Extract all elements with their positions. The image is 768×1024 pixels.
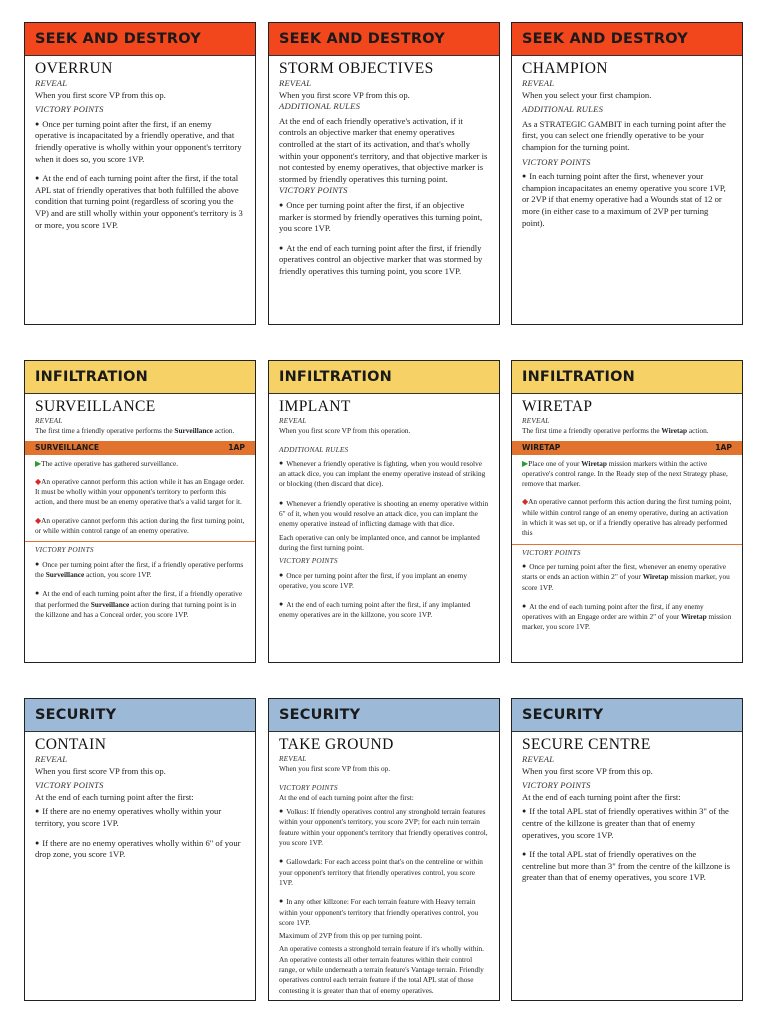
card-storm-objectives	[268, 22, 500, 325]
vp-condition-1: ● In each turning point after the first, whenever your champion incapacitates an enemy operative you score 1VP, or 2VP if that enemy operative had a Wounds stat of 12 or more (in either case to a maximum of 2VP per turning point).	[522, 171, 732, 229]
action-name: SURVEILLANCE	[35, 443, 100, 453]
card-category: SEEK AND DESTROY	[269, 23, 499, 56]
reveal-text: When you first score VP from this op.	[279, 89, 410, 100]
reveal-label: REVEAL	[35, 78, 68, 88]
card-title: SECURE CENTRE	[522, 736, 651, 753]
reveal-text: When you select your first champion.	[522, 89, 652, 100]
vp-label: VICTORY POINTS	[522, 156, 591, 167]
rule-1: ● Whenever a friendly operative is fighting, when you would resolve an attack dice, you can implant the enemy operative instead of striking or blocking (then discard that dice).	[279, 458, 489, 490]
vp-condition-1: ● If there are no enemy operatives wholly within your territory, you score 1VP.	[35, 806, 245, 829]
card-wiretap	[511, 360, 743, 663]
vp-condition-1: ● Once per turning point after the first, if a friendly operative performs the Surveillance action, you score 1VP.	[35, 559, 245, 581]
action-condition-1: ◆An operative cannot perform this action during the first turning point, while within control range of an enemy operative, during an activation in which it was set up, or if a friendly operative has already performed this	[522, 497, 732, 538]
vp-condition-2: ● If the total APL stat of friendly operatives on the centreline but more than 3" from the centre of the killzone is greater than that of enemy operatives, you score 1VP.	[522, 849, 732, 884]
reveal-label: REVEAL	[522, 754, 555, 764]
action-bar	[512, 441, 742, 455]
vp-condition-1: ● If the total APL stat of friendly operatives within 3" of the centre of the killzone is greater than that of enemy operatives, you score 1VP.	[522, 806, 732, 841]
reveal-text: When you first score VP from this op.	[279, 764, 391, 774]
card-category: SECURITY	[269, 699, 499, 732]
card-champion	[511, 22, 743, 325]
action-name: WIRETAP	[522, 443, 561, 453]
card-surveillance	[24, 360, 256, 663]
card-title: TAKE GROUND	[279, 736, 394, 753]
action-condition-2: ◆An operative cannot perform this action during the first turning point, or while within control range of an enemy operative.	[35, 515, 245, 536]
vp-label: VICTORY POINTS	[279, 782, 338, 792]
reveal-text: The first time a friendly operative performs the Surveillance action.	[35, 426, 235, 436]
vp-condition-1: ● Once per turning point after the first, if you implant an enemy operative, you score 1VP.	[279, 570, 489, 592]
card-take-ground	[268, 698, 500, 1001]
action-cost: 1AP	[715, 443, 732, 453]
vp-intro: At the end of each turning point after the first:	[522, 791, 681, 802]
reveal-text: When you first score VP from this op.	[522, 765, 653, 776]
vp-condition-1: ● Once per turning point after the first, if an enemy operative is incapacitated by a friendly operative, and that friendly operative is wholly within your opponent's territory when it does so, you score 1VP.	[35, 119, 245, 165]
rule-2: ● Whenever a friendly operative is shooting an enemy operative within 6" of it, when you would resolve an attack dice, you can implant the enemy operative instead of inflicting damage with that dice.	[279, 498, 489, 530]
vp-condition-2: ● At the end of each turning point after the first, if friendly operatives control an objective marker that was stormed by friendly operatives this turning point, you score 1VP.	[279, 243, 489, 278]
vp-label: VICTORY POINTS	[279, 556, 338, 566]
reveal-label: REVEAL	[35, 416, 63, 425]
vp-condition-2: ● Gallowdark: For each access point that's on the centreline or within your opponent's territory that friendly operatives control, you score 1VP.	[279, 856, 489, 888]
condition-diamond-icon: ◆	[35, 515, 42, 525]
vp-label: VICTORY POINTS	[35, 780, 104, 791]
card-category: SEEK AND DESTROY	[25, 23, 255, 56]
reveal-label: REVEAL	[522, 416, 550, 425]
card-category: INFILTRATION	[25, 361, 255, 394]
vp-label: VICTORY POINTS	[35, 545, 94, 555]
rule-3: Each operative can only be implanted once, and cannot be implanted during the first turning point.	[279, 532, 480, 552]
card-category: SECURITY	[512, 699, 742, 732]
vp-condition-1: ● Volkus: If friendly operatives control any stronghold terrain features within your opponent's territory, you score 2VP; for each ruin terrain feature within your opponent's territory that friendly operatives control, you score 1VP.	[279, 806, 489, 848]
action-bar	[25, 441, 255, 455]
divider	[25, 541, 255, 542]
card-title: IMPLANT	[279, 398, 351, 415]
vp-condition-1: ● Once per turning point after the first, if an objective marker is stormed by friendly operatives this turning point, you score 1VP.	[279, 200, 489, 235]
card-category: SEEK AND DESTROY	[512, 23, 742, 56]
vp-condition-2: ● If there are no enemy operatives wholly within 6" of your drop zone, you score 1VP.	[35, 838, 245, 861]
reveal-text: When you first score VP from this op.	[35, 765, 166, 776]
card-contain	[24, 698, 256, 1001]
card-title: CHAMPION	[522, 60, 608, 77]
rules-text: At the end of each friendly operative's activation, if it controls an objective marker that enemy operatives controlled at the start of its activation, and that's wholly within your opponent's territory, and that objective marker is not contested by enemy operatives, that objective marker is stormed by friendly operatives this turning point.	[279, 115, 488, 184]
condition-diamond-icon: ◆	[522, 497, 529, 507]
card-overrun	[24, 22, 256, 325]
vp-label: VICTORY POINTS	[522, 780, 591, 791]
reveal-text: The first time a friendly operative performs the Wiretap action.	[522, 426, 709, 436]
contest-note: An operative contests a stronghold terrain feature if it's wholly within. An operative contests all other terrain features within their control range, or while underneath a terrain feature's Vantage terrain. Friendly operatives control each terrain feature if the total APL stat of those contesting it is greater than that of enemy operatives.	[279, 944, 484, 995]
card-title: SURVEILLANCE	[35, 398, 156, 415]
reveal-label: REVEAL	[279, 416, 307, 425]
card-secure-centre	[511, 698, 743, 1001]
vp-condition-1: ● Once per turning point after the first, whenever an enemy operative starts or ends an action within 2" of your Wiretap mission marker, you score 1VP.	[522, 561, 732, 593]
vp-condition-2: ● At the end of each turning point after the first, if the total APL stat of friendly operatives that both fulfilled the above condition that turning point (regardless of scoring you the VP) and are still wholly within your opponent's territory is 3 or more, you score 1VP.	[35, 173, 245, 231]
vp-label: VICTORY POINTS	[522, 547, 581, 557]
vp-intro: At the end of each turning point after the first:	[35, 791, 194, 802]
card-category: INFILTRATION	[269, 361, 499, 394]
vp-condition-2: ● At the end of each turning point after the first, if any implanted enemy operatives are in the killzone, you score 1VP.	[279, 599, 489, 621]
vp-label: VICTORY POINTS	[35, 104, 104, 115]
card-title: WIRETAP	[522, 398, 593, 415]
reveal-text: When you first score VP from this op.	[35, 89, 166, 100]
reveal-label: REVEAL	[279, 754, 307, 763]
reveal-label: REVEAL	[35, 754, 68, 764]
reveal-label: REVEAL	[279, 78, 312, 88]
rules-label: ADDITIONAL RULES	[279, 101, 361, 112]
rules-label: ADDITIONAL RULES	[522, 104, 604, 115]
card-title: CONTAIN	[35, 736, 107, 753]
vp-condition-2: ● At the end of each turning point after the first, if any enemy operatives with an Engage order are within 2" of your Wiretap mission marker, you score 1VP.	[522, 601, 732, 633]
divider	[512, 544, 742, 545]
action-effect: ▶Place one of your Wiretap mission markers within the active operative's control range. In the Ready step of the next Strategy phase, remove that marker.	[522, 458, 728, 489]
action-condition-1: ◆An operative cannot perform this action while it has an Engage order. It must be wholly within your opponent's territory to perform this action, and there must be an enemy operative that's a valid target for it.	[35, 476, 245, 507]
vp-condition-2: ● At the end of each turning point after the first, if a friendly operative that performed the Surveillance action during that turning point is in the killzone and has a Conceal order, you score 1VP.	[35, 588, 245, 620]
card-title: OVERRUN	[35, 60, 113, 77]
reveal-text: When you first score VP from this operation.	[279, 426, 411, 436]
vp-intro: At the end of each turning point after the first:	[279, 792, 414, 802]
action-cost: 1AP	[228, 443, 245, 453]
reveal-label: REVEAL	[522, 78, 555, 88]
effect-triangle-icon: ▶	[522, 458, 529, 468]
rules-label: ADDITIONAL RULES	[279, 444, 349, 454]
condition-diamond-icon: ◆	[35, 476, 42, 486]
vp-label: VICTORY POINTS	[279, 185, 348, 196]
card-category: INFILTRATION	[512, 361, 742, 394]
card-title: STORM OBJECTIVES	[279, 60, 434, 77]
card-implant	[268, 360, 500, 663]
action-effect: ▶The active operative has gathered surveillance.	[35, 458, 179, 468]
card-category: SECURITY	[25, 699, 255, 732]
rules-text: As a STRATEGIC GAMBIT in each turning point after the first, you can select one friendly operative to be your champion for the turning point.	[522, 118, 726, 152]
vp-condition-3: ● In any other killzone: For each terrain feature with Heavy terrain within your opponent's territory that friendly operatives control, you score 1VP.	[279, 896, 489, 928]
effect-triangle-icon: ▶	[35, 458, 42, 468]
vp-maximum: Maximum of 2VP from this op per turning point.	[279, 931, 423, 941]
